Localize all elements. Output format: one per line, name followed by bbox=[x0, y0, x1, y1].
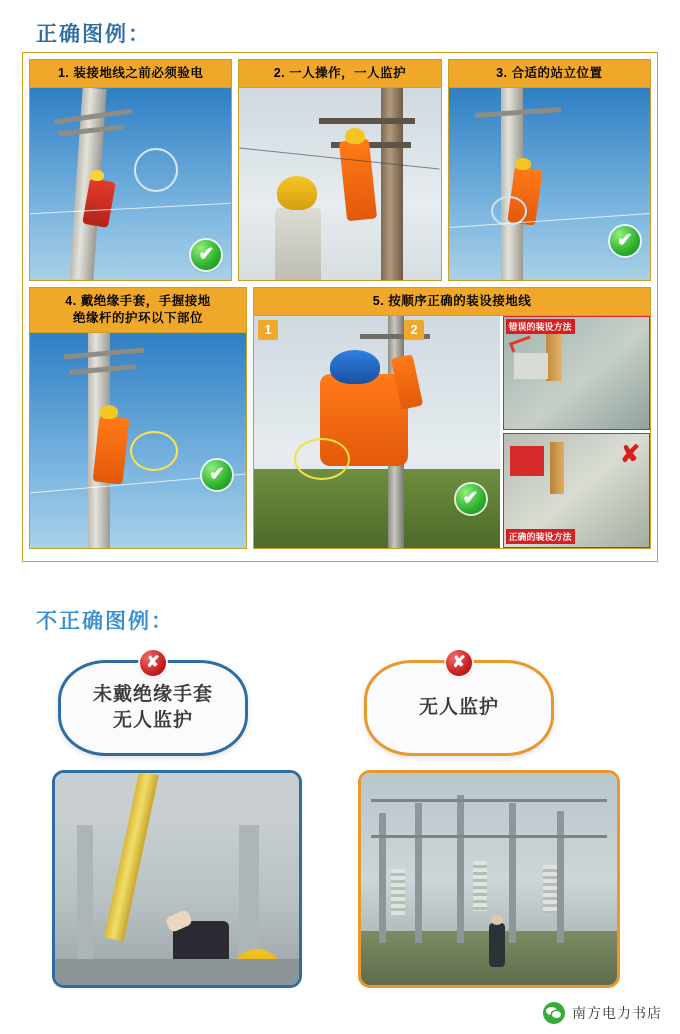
inset-wrong-method bbox=[503, 316, 650, 431]
example-card-3[interactable] bbox=[448, 59, 651, 281]
incorrect-label-text-1 bbox=[93, 682, 213, 733]
inset-correct-method bbox=[503, 433, 650, 548]
incorrect-photo-1 bbox=[52, 770, 302, 988]
wechat-icon bbox=[543, 1002, 565, 1024]
check-badge-3: ✔ bbox=[610, 226, 640, 256]
incorrect-label-bubble-2 bbox=[364, 654, 554, 756]
incorrect-label-text-2 bbox=[419, 695, 499, 721]
incorrect-card-2[interactable] bbox=[358, 654, 620, 988]
example-photo-5-insets bbox=[500, 316, 650, 548]
incorrect-label-bubble-1 bbox=[58, 654, 248, 756]
inset-label-wrong: 错误的装设方法 bbox=[506, 319, 575, 334]
example-photo-5-main bbox=[254, 316, 500, 548]
example-card-1[interactable] bbox=[29, 59, 232, 281]
check-badge-1: ✔ bbox=[191, 240, 221, 270]
incorrect-card-1[interactable] bbox=[52, 654, 302, 988]
example-caption-3: 3. 合适的站立位置 bbox=[449, 60, 650, 88]
example-caption-5: 5. 按顺序正确的装设接地线 bbox=[254, 288, 650, 316]
incorrect-label-1-line1: 未戴绝缘手套 bbox=[92, 684, 213, 706]
example-photo-5 bbox=[254, 316, 650, 548]
example-caption-4-line2: 绝缘杆的护环以下部位 bbox=[72, 310, 203, 325]
page-title-correct: 正确图例： bbox=[36, 23, 151, 46]
check-badge-5: ✔ bbox=[456, 484, 486, 514]
inset-label-correct: 正确的装设方法 bbox=[506, 529, 575, 544]
correct-examples-block bbox=[22, 52, 658, 562]
example-caption-1: 1. 装接地线之前必须验电 bbox=[30, 60, 231, 88]
check-badge-4: ✔ bbox=[202, 460, 232, 490]
example-card-2[interactable] bbox=[238, 59, 441, 281]
example-photo-3 bbox=[449, 88, 650, 280]
example-photo-1 bbox=[30, 88, 231, 280]
example-caption-2: 2. 一人操作，一人监护 bbox=[239, 60, 440, 88]
example-caption-4-line1: 4. 戴绝缘手套，手握接地 bbox=[65, 294, 211, 308]
cross-badge-inset: ✘ bbox=[619, 441, 641, 469]
incorrect-photo-2 bbox=[358, 770, 620, 988]
example-photo-2 bbox=[239, 88, 440, 280]
example-photo-4 bbox=[30, 333, 246, 548]
page-title-incorrect: 不正确图例： bbox=[36, 610, 174, 633]
example-caption-4 bbox=[30, 288, 246, 333]
correct-row-1 bbox=[29, 59, 651, 281]
incorrect-label-1-line2: 无人监护 bbox=[112, 710, 193, 731]
footer-brand-text: 南方电力书店 bbox=[572, 1005, 662, 1021]
cross-badge-incorrect-2: ✘ bbox=[446, 650, 472, 676]
step-number-1: 1 bbox=[258, 320, 278, 340]
correct-row-2 bbox=[29, 287, 651, 549]
incorrect-label-2-line1: 无人监护 bbox=[418, 697, 499, 719]
cross-badge-incorrect-1: ✘ bbox=[140, 650, 166, 676]
example-card-4[interactable] bbox=[29, 287, 247, 549]
footer-brand bbox=[543, 1002, 662, 1024]
example-card-5[interactable] bbox=[253, 287, 651, 549]
step-number-2: 2 bbox=[404, 320, 424, 340]
